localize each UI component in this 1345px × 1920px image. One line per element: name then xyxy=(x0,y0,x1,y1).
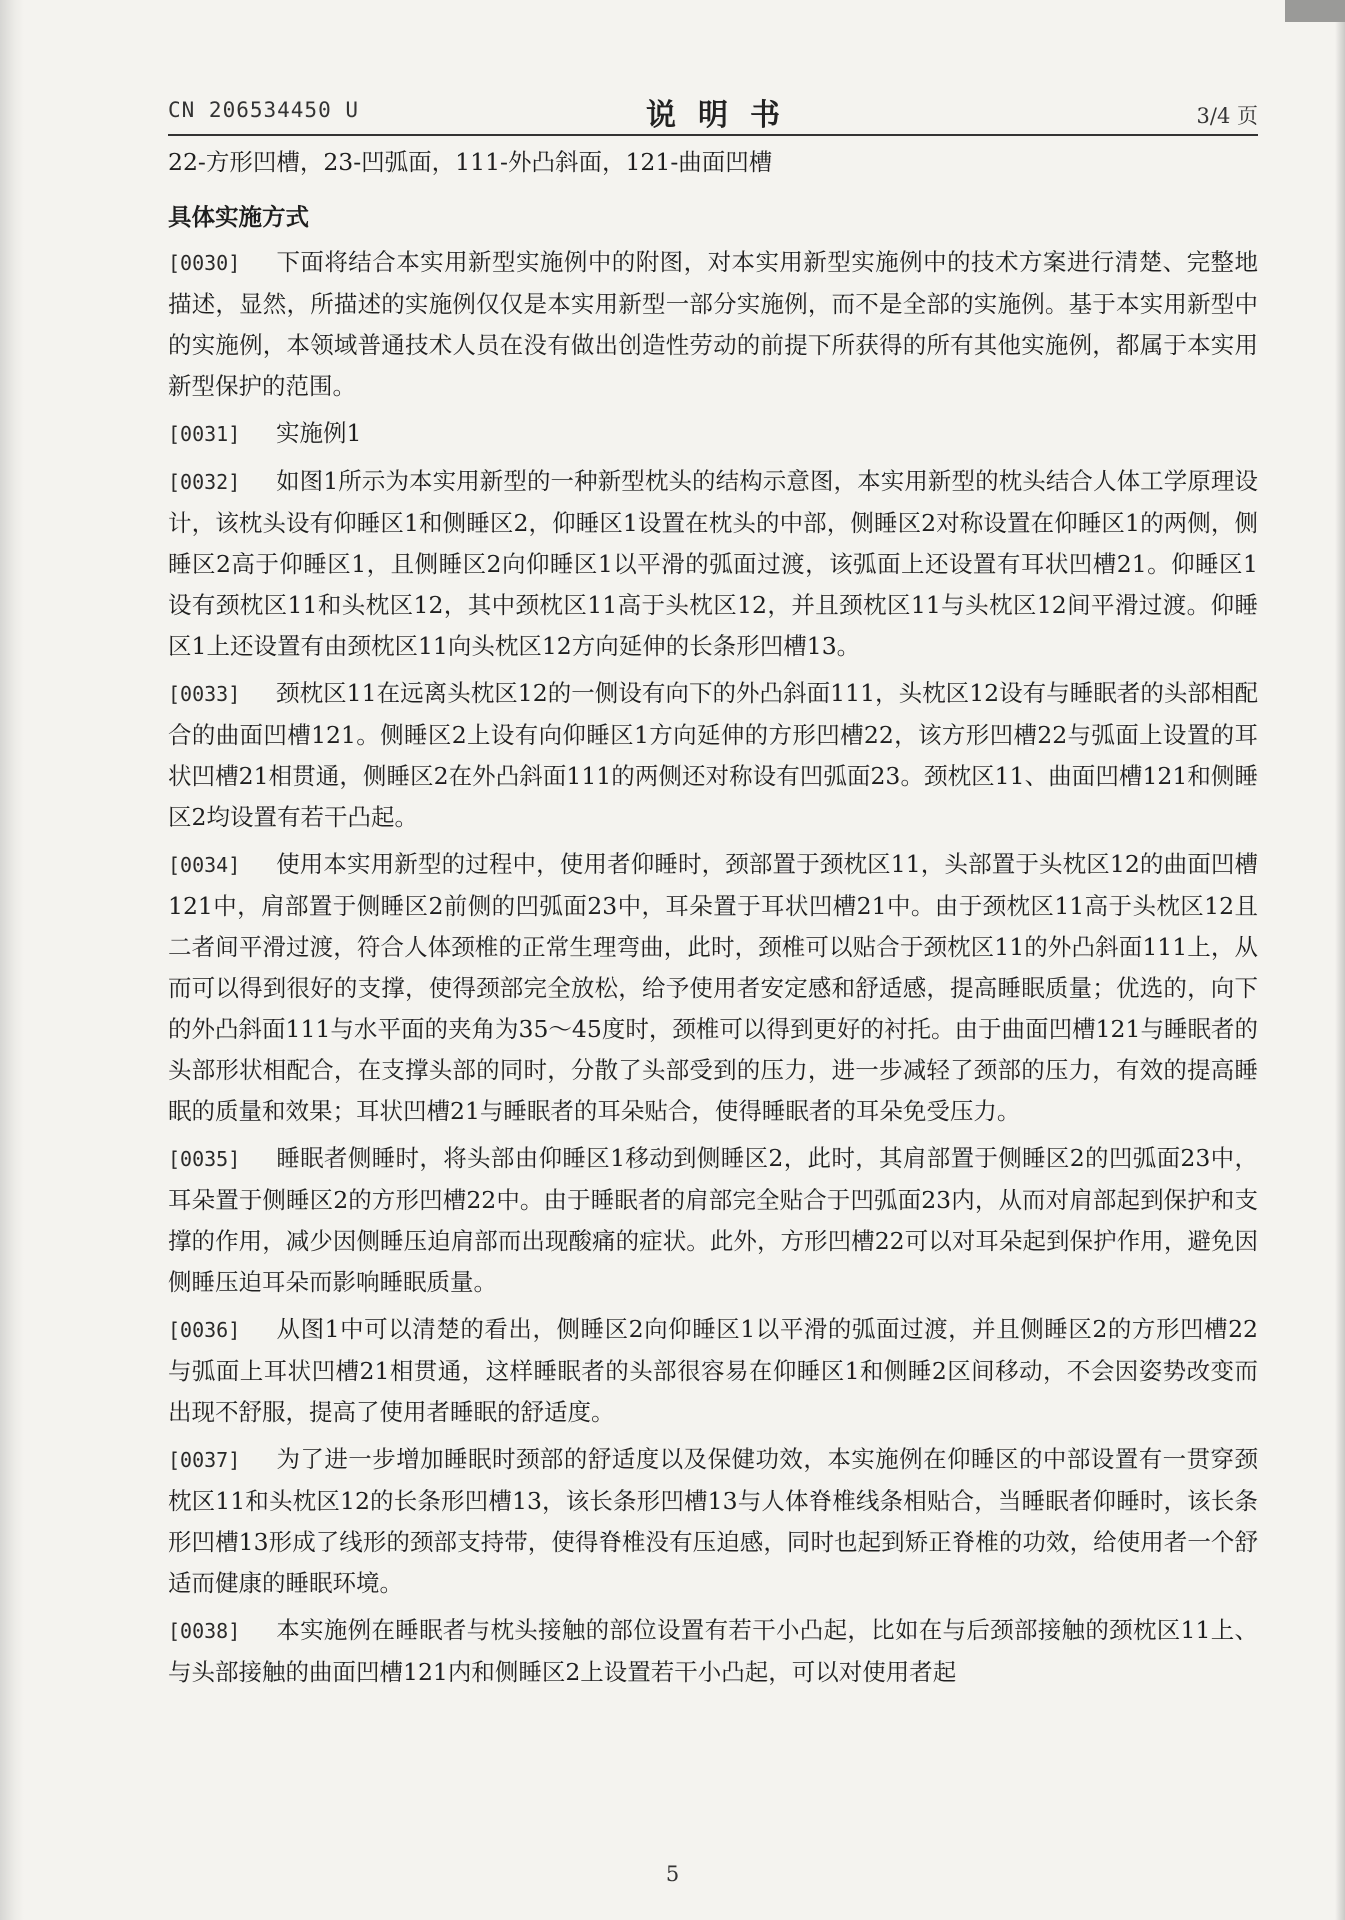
paragraph-number: [0037] xyxy=(168,1448,241,1472)
paragraph-number: [0033] xyxy=(168,682,241,706)
paragraph-text: 使用本实用新型的过程中，使用者仰睡时，颈部置于颈枕区11，头部置于头枕区12的曲面凹槽121中，肩部置于侧睡区2前侧的凹弧面23中，耳朵置于耳状凹槽21中。由于颈枕区11高于头枕区12且二者间平滑过渡，符合人体颈椎的正常生理弯曲，此时，颈椎可以贴合于颈枕区11的外凸斜面111上，从而可以得到很好的支撑，使得颈部完全放松，给予使用者安定感和舒适感，提高睡眠质量；优选的，向下的外凸斜面111与水平面的夹角为35～45度时，颈椎可以得到更好的衬托。由于曲面凹槽121与睡眠者的头部形状相配合，在支撑头部的同时，分散了头部受到的压力，进一步减轻了颈部的压力，有效的提高睡眠的质量和效果；耳状凹槽21与睡眠者的耳朵贴合，使得睡眠者的耳朵免受压力。 xyxy=(168,850,1258,1125)
page-number: 5 xyxy=(665,1862,680,1886)
document-page xyxy=(168,90,1258,1699)
scan-corner xyxy=(1285,0,1345,22)
header-rule xyxy=(168,134,1258,136)
paragraph-0035 xyxy=(168,1138,1258,1303)
paragraph-text: 本实施例在睡眠者与枕头接触的部位设置有若干小凸起，比如在与后颈部接触的颈枕区11上、与头部接触的曲面凹槽121内和侧睡区2上设置若干小凸起，可以对使用者起 xyxy=(168,1616,1258,1686)
paragraph-number: [0030] xyxy=(168,251,241,275)
scan-edge-left xyxy=(0,0,24,1920)
paragraph-number: [0032] xyxy=(168,470,241,494)
paragraph-0032 xyxy=(168,461,1258,667)
paragraph-0031 xyxy=(168,413,1258,455)
document-body xyxy=(168,142,1258,1693)
paragraph-number: [0038] xyxy=(168,1619,241,1643)
scan-edge-right xyxy=(1335,0,1345,1920)
paragraph-0033 xyxy=(168,673,1258,838)
page-header xyxy=(168,90,1258,132)
paragraph-number: [0036] xyxy=(168,1318,241,1342)
paragraph-text: 颈枕区11在远离头枕区12的一侧设有向下的外凸斜面111，头枕区12设有与睡眠者的头部相配合的曲面凹槽121。侧睡区2上设有向仰睡区1方向延伸的方形凹槽22，该方形凹槽22与弧面上设置的耳状凹槽21相贯通，侧睡区2在外凸斜面111的两侧还对称设有凹弧面23。颈枕区11、曲面凹槽121和侧睡区2均设置有若干凸起。 xyxy=(168,679,1258,831)
paragraph-text: 睡眠者侧睡时，将头部由仰睡区1移动到侧睡区2，此时，其肩部置于侧睡区2的凹弧面23中，耳朵置于侧睡区2的方形凹槽22中。由于睡眠者的肩部完全贴合于凹弧面23内，从而对肩部起到保护和支撑的作用，减少因侧睡压迫肩部而出现酸痛的症状。此外，方形凹槽22可以对耳朵起到保护作用，避免因侧睡压迫耳朵而影响睡眠质量。 xyxy=(168,1144,1258,1296)
paragraph-number: [0031] xyxy=(168,422,241,446)
paragraph-text: 为了进一步增加睡眠时颈部的舒适度以及保健功效，本实施例在仰睡区的中部设置有一贯穿颈枕区11和头枕区12的长条形凹槽13，该长条形凹槽13与人体脊椎线条相贴合，当睡眠者仰睡时，该长条形凹槽13形成了线形的颈部支持带，使得脊椎没有压迫感，同时也起到矫正脊椎的功效，给使用者一个舒适而健康的睡眠环境。 xyxy=(168,1445,1258,1597)
paragraph-text: 下面将结合本实用新型实施例中的附图，对本实用新型实施例中的技术方案进行清楚、完整地描述，显然，所描述的实施例仅仅是本实用新型一部分实施例，而不是全部的实施例。基于本实用新型中的实施例，本领域普通技术人员在没有做出创造性劳动的前提下所获得的所有其他实施例，都属于本实用新型保护的范围。 xyxy=(168,248,1258,400)
paragraph-0034 xyxy=(168,844,1258,1132)
paragraph-number: [0035] xyxy=(168,1147,241,1171)
paragraph-number: [0034] xyxy=(168,853,241,877)
page-indicator: 3/4 页 xyxy=(1196,104,1258,128)
paragraph-text: 从图1中可以清楚的看出，侧睡区2向仰睡区1以平滑的弧面过渡，并且侧睡区2的方形凹槽22与弧面上耳状凹槽21相贯通，这样睡眠者的头部很容易在仰睡区1和侧睡2区间移动，不会因姿势改变而出现不舒服，提高了使用者睡眠的舒适度。 xyxy=(168,1315,1258,1426)
patent-number: CN 206534450 U xyxy=(168,98,360,122)
paragraph-0037 xyxy=(168,1439,1258,1604)
paragraph-0036 xyxy=(168,1309,1258,1433)
paragraph-text: 实施例1 xyxy=(276,419,362,447)
reference-list-line: 22-方形凹槽，23-凹弧面，111-外凸斜面，121-曲面凹槽 xyxy=(168,148,773,176)
paragraph-text: 如图1所示为本实用新型的一种新型枕头的结构示意图，本实用新型的枕头结合人体工学原理设计，该枕头设有仰睡区1和侧睡区2，仰睡区1设置在枕头的中部，侧睡区2对称设置在仰睡区1的两侧，侧睡区2高于仰睡区1，且侧睡区2向仰睡区1以平滑的弧面过渡，该弧面上还设置有耳状凹槽21。仰睡区1设有颈枕区11和头枕区12，其中颈枕区11高于头枕区12，并且颈枕区11与头枕区12间平滑过渡。仰睡区1上还设置有由颈枕区11向头枕区12方向延伸的长条形凹槽13。 xyxy=(168,467,1258,660)
paragraph-0030 xyxy=(168,242,1258,407)
section-heading: 具体实施方式 xyxy=(168,203,309,231)
paragraph-0038 xyxy=(168,1610,1258,1693)
document-title: 说明书 xyxy=(646,98,802,133)
